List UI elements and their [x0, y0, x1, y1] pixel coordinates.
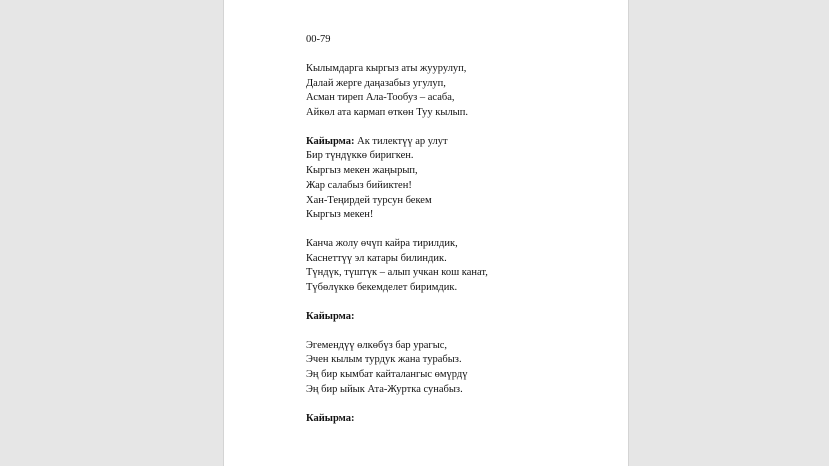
paragraph-gap: [306, 223, 606, 237]
document-page: [223, 0, 629, 466]
verse3-line: Эчен кылым турдук жана турабыз.: [306, 354, 462, 366]
paragraph-gap: [306, 398, 606, 412]
verse2-line: Түндүк, түштүк – алып учкан кош канат,: [306, 267, 488, 279]
refrain-label: Кайырма:: [306, 310, 355, 322]
paragraph-gap: [306, 296, 606, 310]
paragraph-gap: [306, 325, 606, 339]
refrain-label: Кайырма:: [306, 412, 355, 424]
verse1-line: Кылымдарга кыргыз аты жуурулуп,: [306, 62, 467, 74]
verse1-line: Асман тиреп Ала-Тообуз – асаба,: [306, 92, 455, 104]
verse1-line: Айкөл ата кармап өткөн Туу кылып.: [306, 106, 468, 118]
verse2-line: Түбөлүккө бекемделет биримдик.: [306, 282, 458, 294]
document-body: [306, 33, 606, 426]
document-code: 00-79: [306, 34, 331, 45]
paragraph-gap: [306, 121, 606, 135]
chorus-line: Бир түндүккө биригкен.: [306, 150, 414, 162]
chorus-line: Кыргыз мекен жаңырып,: [306, 165, 418, 177]
verse3-line: Эң бир кымбат кайталангыс өмүрдү: [306, 369, 468, 381]
chorus-first-text: Ак тилектүү ар улут: [354, 135, 448, 147]
verse3-line: Эң бир ыйык Ата-Журтка сунабыз.: [306, 383, 463, 395]
verse2-line: Канча жолу өчүп кайра тирилдик,: [306, 238, 458, 250]
verse2-line: Каснеттүү эл катары билиндик.: [306, 252, 447, 264]
paragraph-gap: [306, 48, 606, 62]
chorus-line: Кыргыз мекен!: [306, 209, 374, 221]
chorus-line: Хан-Теңирдей турсун бекем: [306, 194, 432, 206]
verse3-line: Эгемендүү өлкөбүз бар урагыс,: [306, 339, 448, 351]
chorus-first-line: [306, 135, 606, 150]
chorus-line: Жар салабыз бийиктен!: [306, 179, 412, 191]
verse1-line: Далай жерге даңазабыз угулуп,: [306, 77, 446, 89]
chorus-label: Кайырма:: [306, 135, 355, 147]
